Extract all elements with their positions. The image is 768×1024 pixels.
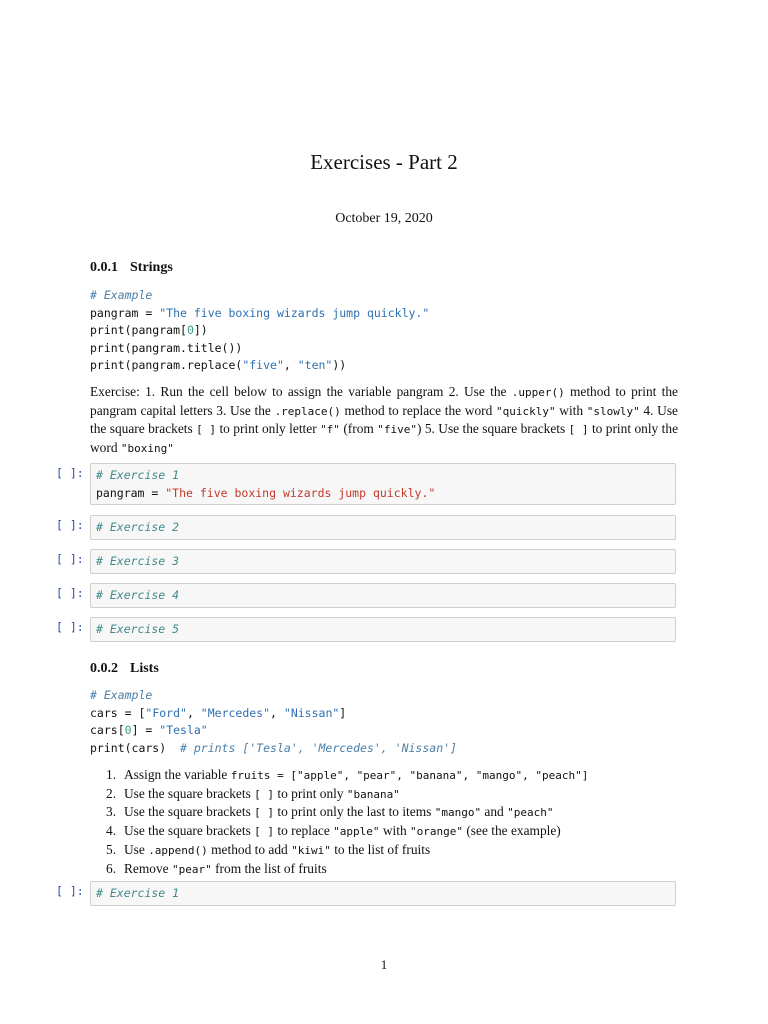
cell-prompt: [ ]: — [56, 586, 84, 600]
list-item: 5. Use .append() method to add "kiwi" to the list of fruits — [106, 841, 431, 857]
cell-prompt: [ ]: — [56, 552, 84, 566]
document-date: October 19, 2020 — [335, 211, 433, 226]
lists-exercise-list — [106, 766, 588, 878]
section-number: 0.0.2 — [90, 661, 118, 676]
code-cell-strings-exercise-5[interactable]: # Exercise 5 — [90, 617, 676, 642]
cell-prompt: [ ]: — [56, 884, 84, 898]
section-heading-lists — [90, 661, 159, 677]
strings-exercise-instructions: Exercise: 1. Run the cell below to assign the variable pangram 2. Use the .upper() method to print the pangram capital letters 3. Use the .replace() method to replace the word "quickly" with "slowly" 4. Use the square brackets [ ] to print only letter "f" (from "five") 5. Use the square brackets [ ] to print only the word "boxing" — [90, 384, 679, 455]
section-title: Lists — [130, 661, 159, 676]
code-cell-lists-exercise-1[interactable]: # Exercise 1 — [90, 881, 676, 906]
page-number: 1 — [380, 957, 388, 972]
section-title: Strings — [130, 260, 173, 275]
code-cell-strings-exercise-2[interactable]: # Exercise 2 — [90, 515, 676, 540]
cell-prompt: [ ]: — [56, 620, 84, 634]
list-item: 1. Assign the variable fruits = ["apple", "pear", "banana", "mango", "peach"] — [106, 767, 589, 782]
code-cell-strings-exercise-4[interactable]: # Exercise 4 — [90, 583, 676, 608]
cell-prompt: [ ]: — [56, 466, 84, 480]
code-cell-strings-exercise-3[interactable]: # Exercise 3 — [90, 549, 676, 574]
section-number: 0.0.1 — [90, 260, 118, 275]
section-heading-strings — [90, 260, 173, 276]
list-item: 2. Use the square brackets [ ] to print only "banana" — [106, 785, 400, 801]
cell-prompt: [ ]: — [56, 518, 84, 532]
strings-example-code: # Example pangram = "The five boxing wizards jump quickly." print(pangram[0]) print(pangram.title()) print(pangram.replace("five", "ten")) — [90, 288, 430, 372]
code-cell-strings-exercise-1[interactable]: # Exercise 1 pangram = "The five boxing wizards jump quickly." — [90, 463, 676, 505]
page-title: Exercises - Part 2 — [310, 150, 458, 174]
list-item: 4. Use the square brackets [ ] to replace "apple" with "orange" (see the example) — [106, 823, 561, 839]
list-item: 3. Use the square brackets [ ] to print only the last to items "mango" and "peach" — [106, 804, 554, 820]
lists-example-code: # Example cars = ["Ford", "Mercedes", "Nissan"] cars[0] = "Tesla" print(cars) # prints ['Tesla', 'Mercedes', 'Nissan'] — [90, 688, 457, 755]
list-item: 6. Remove "pear" from the list of fruits — [106, 860, 327, 876]
